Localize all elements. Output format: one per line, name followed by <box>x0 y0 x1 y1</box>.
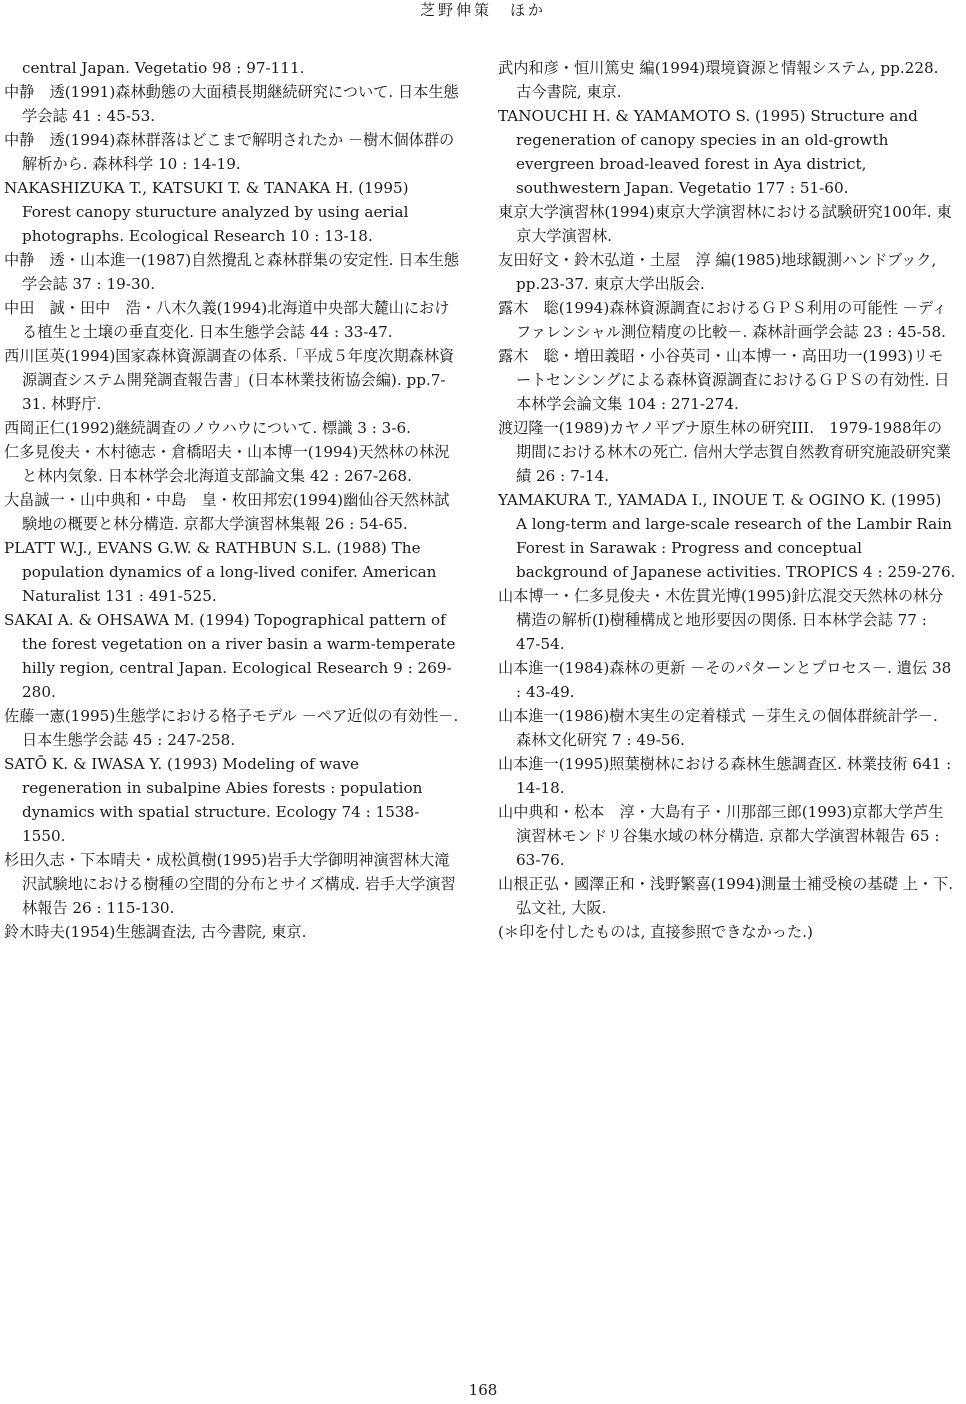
reference-entry: TANOUCHI H. & YAMAMOTO S. (1995) Structure and regeneration of canopy species in an old-growth evergreen broad-leaved forest in Aya district, southwestern Japan. Vegetatio 177 : 51-60. <box>498 107 918 197</box>
reference-entry: 西川匡英(1994)国家森林資源調査の体系.「平成５年度次期森林資源調査システム開発調査報告書」(日本林業技術協会編). pp.7-31. 林野庁. <box>4 347 455 413</box>
reference-entry: 山中典和・松本 淳・大島有子・川那部三郎(1993)京都大学芦生演習林モンドリ谷集水域の林分構造. 京都大学演習林報告 65 : 63-76. <box>498 803 944 869</box>
reference-entry: 友田好文・鈴木弘道・土屋 淳 編(1985)地球観測ハンドブック, pp.23-37. 東京大学出版会. <box>498 251 937 293</box>
reference-entry: 中静 透・山本進一(1987)自然攪乱と森林群集の安定性. 日本生態学会誌 37 : 19-30. <box>4 251 460 293</box>
reference-entry: 東京大学演習林(1994)東京大学演習林における試験研究100年. 東京大学演習林. <box>498 203 952 245</box>
reference-entry: 杉田久志・下本晴夫・成松眞樹(1995)岩手大学御明神演習林大滝沢試験地における樹種の空間的分布とサイズ構成. 岩手大学演習林報告 26 : 115-130. <box>4 851 456 917</box>
reference-entry: 山本進一(1995)照葉樹林における森林生態調査区. 林業技術 641 : 14-18. <box>498 755 952 797</box>
left-column <box>4 56 462 944</box>
reference-entry: 西岡正仁(1992)継続調査のノウハウについて. 標識 3 : 3-6. <box>4 419 411 437</box>
reference-entry: PLATT W.J., EVANS G.W. & RATHBUN S.L. (1988) The population dynamics of a long-lived conifer. American Naturalist 131 : 491-525. <box>4 539 437 605</box>
reference-entry: 仁多見俊夫・木村徳志・倉橋昭夫・山本博一(1994)天然林の林況と林内気象. 日本林学会北海道支部論文集 42 : 267-268. <box>4 443 450 485</box>
reference-entry: YAMAKURA T., YAMADA I., INOUE T. & OGINO K. (1995) A long-term and large-scale research of the Lambir Rain Forest in Sarawak : Progress and conceptual background of Japanese activities. TROPICS 4 : 259-276. <box>498 491 956 581</box>
reference-entry: SATŌ K. & IWASA Y. (1993) Modeling of wave regeneration in subalpine Abies forests : population dynamics with spatial structure. Ecology 74 : 1538-1550. <box>4 755 423 845</box>
reference-entry: 中静 透(1991)森林動態の大面積長期継続研究について. 日本生態学会誌 41 : 45-53. <box>4 83 459 125</box>
reference-note: (＊印を付したものは, 直接参照できなかった.) <box>498 923 813 941</box>
reference-entry: 山根正弘・國澤正和・浅野繁喜(1994)測量士補受検の基礎 上・下. 弘文社, 大阪. <box>498 875 954 917</box>
page-number: 168 <box>468 1381 498 1399</box>
reference-entry: central Japan. Vegetatio 98 : 97-111. <box>22 59 305 77</box>
reference-entry: 山本博一・仁多見俊夫・木佐貫光博(1995)針広混交天然林の林分構造の解析(Ⅰ)樹種構成と地形要因の関係. 日本林学会誌 77 : 47-54. <box>498 587 944 653</box>
right-column <box>498 56 956 944</box>
reference-entry: 中田 誠・田中 浩・八木久義(1994)北海道中央部大麓山における植生と土壌の垂直変化. 日本生態学会誌 44 : 33-47. <box>4 299 450 341</box>
reference-entry: NAKASHIZUKA T., KATSUKI T. & TANAKA H. (1995) Forest canopy sturucture analyzed by using aerial photographs. Ecological Research 10 : 13-18. <box>4 179 409 245</box>
reference-entry: 渡辺隆一(1989)カヤノ平ブナ原生林の研究III. 1979-1988年の期間における林木の死亡. 信州大学志賀自然教育研究施設研究業績 26 : 7-14. <box>498 419 951 485</box>
reference-entry: 山本進一(1984)森林の更新 －そのパターンとプロセス－. 遺伝 38 : 43-49. <box>498 659 952 701</box>
reference-entry: 武内和彦・恒川篤史 編(1994)環境資源と情報システム, pp.228. 古今書院, 東京. <box>498 59 939 101</box>
reference-entry: 鈴木時夫(1954)生態調査法, 古今書院, 東京. <box>4 923 307 941</box>
reference-entry: 佐藤一憲(1995)生態学における格子モデル －ペア近似の有効性－. 日本生態学会誌 45 : 247-258. <box>4 707 459 749</box>
reference-entry: 露木 聡(1994)森林資源調査におけるＧＰＳ利用の可能性 －ディファレンシャル測位精度の比較－. 森林計画学会誌 23 : 45-58. <box>498 299 947 341</box>
reference-entry: 大畠誠一・山中典和・中島 皇・枚田邦宏(1994)幽仙谷天然林試験地の概要と林分構造. 京都大学演習林集報 26 : 54-65. <box>4 491 450 533</box>
reference-entry: SAKAI A. & OHSAWA M. (1994) Topographical pattern of the forest vegetation on a river basin a warm-temperate hilly region, central Japan. Ecological Research 9 : 269-280. <box>4 611 456 701</box>
reference-entry: 中静 透(1994)森林群落はどこまで解明されたか －樹木個体群の解析から. 森林科学 10 : 14-19. <box>4 131 455 173</box>
reference-entry: 露木 聡・増田義昭・小谷英司・山本博一・高田功一(1993)リモートセンシングによる森林資源調査におけるＧＰＳの有効性. 日本林学会論文集 104 : 271-274. <box>498 347 950 413</box>
reference-entry: 山本進一(1986)樹木実生の定着様式 －芽生えの個体群統計学－. 森林文化研究 7 : 49-56. <box>498 707 938 749</box>
running-head: 芝野伸策 ほか <box>419 1 546 19</box>
